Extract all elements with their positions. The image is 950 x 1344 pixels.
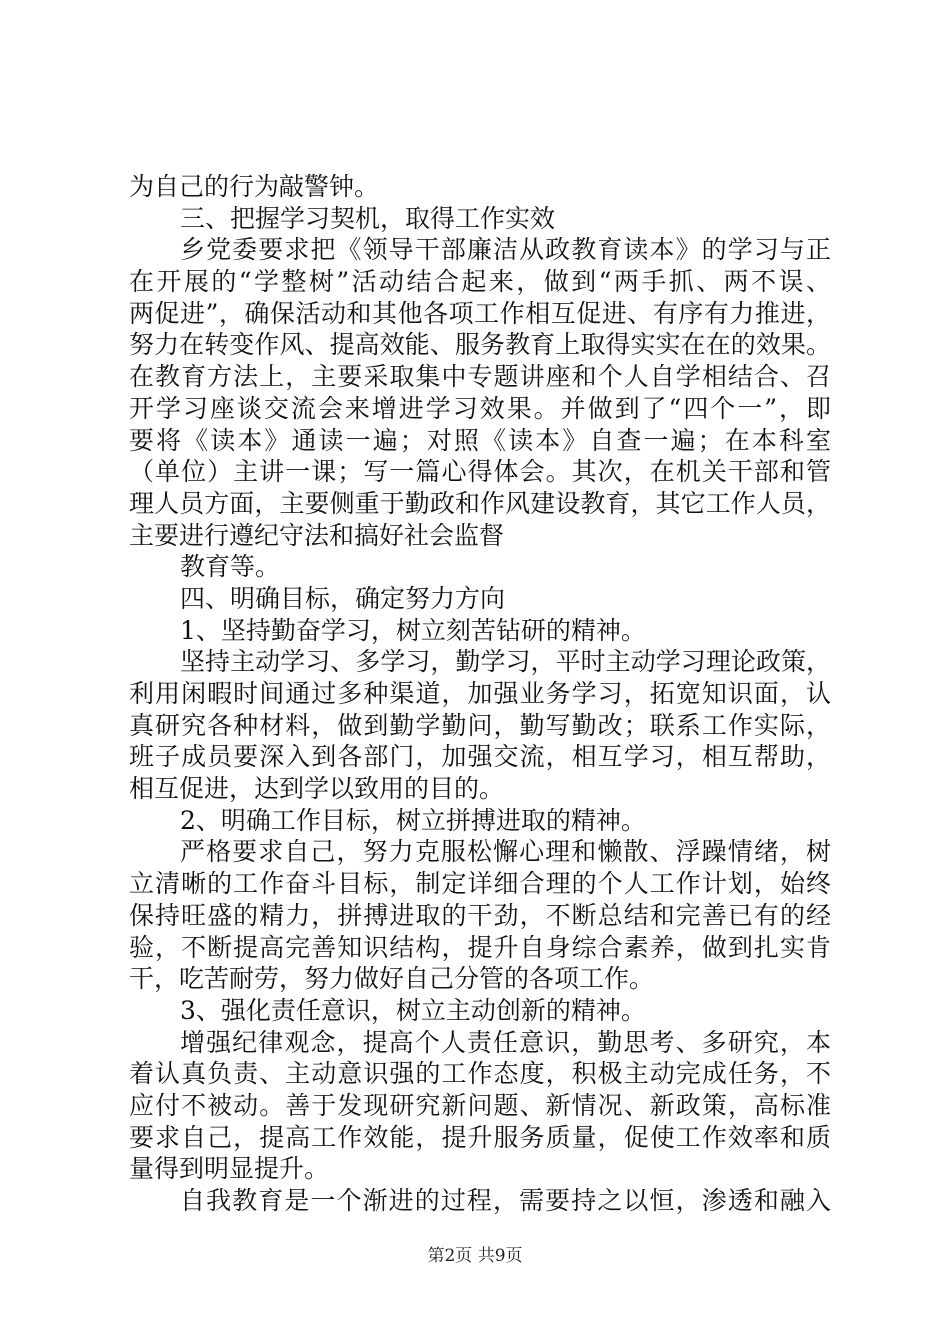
text-line: 增强纪律观念，提高个人责任意识，勤思考、多研究，本 <box>180 1027 831 1057</box>
text-line: 在教育方法上，主要采取集中专题讲座和个人自学相结合、召 <box>129 362 831 392</box>
text-line: 要将《读本》通读一遍；对照《读本》自查一遍；在本科室 <box>129 425 831 455</box>
text-line: （单位）主讲一课；写一篇心得体会。其次，在机关干部和管 <box>129 457 831 487</box>
text-line: 坚持主动学习、多学习，勤学习，平时主动学习理论政策， <box>180 647 831 677</box>
text-line: 三、把握学习契机，取得工作实效 <box>180 203 556 233</box>
text-line: 自我教育是一个渐进的过程，需要持之以恒，渗透和融入 <box>180 1186 831 1215</box>
text-line: 教育等。 <box>180 552 281 582</box>
text-line: 努力在转变作风、提高效能、服务教育上取得实实在在的效果。 <box>129 330 831 360</box>
text-line: 要求自己，提高工作效能，提升服务质量，促使工作效率和质 <box>129 1122 831 1152</box>
text-line: 理人员方面，主要侧重于勤政和作风建设教育，其它工作人员， <box>129 488 831 518</box>
text-line: 利用闲暇时间通过多种渠道，加强业务学习，拓宽知识面，认 <box>129 679 831 708</box>
text-line: 2、明确工作目标，树立拼搏进取的精神。 <box>180 805 646 835</box>
text-line: 开学习座谈交流会来增进学习效果。并做到了“四个一”，即 <box>129 393 831 423</box>
page-footer: 第2页 共9页 <box>427 1246 523 1266</box>
text-line: 3、强化责任意识，树立主动创新的精神。 <box>180 995 646 1025</box>
text-line: 1、坚持勤奋学习，树立刻苦钻研的精神。 <box>180 615 646 645</box>
text-line: 班子成员要深入到各部门，加强交流，相互学习，相互帮助， <box>129 742 831 772</box>
text-line: 乡党委要求把《领导干部廉洁从政教育读本》的学习与正 <box>180 235 831 265</box>
document-body <box>129 171 831 1217</box>
text-line: 干，吃苦耐劳，努力做好自己分管的各项工作。 <box>129 964 655 994</box>
text-line: 验，不断提高完善知识结构，提升自身综合素养，做到扎实肯 <box>129 932 831 962</box>
text-line: 两促进”，确保活动和其他各项工作相互促进、有序有力推进， <box>129 298 831 328</box>
text-line: 量得到明显提升。 <box>129 1154 330 1184</box>
text-line: 相互促进，达到学以致用的目的。 <box>129 774 505 804</box>
text-line: 保持旺盛的精力，拼搏进取的干劲，不断总结和完善已有的经 <box>129 900 831 930</box>
text-line: 着认真负责、主动意识强的工作态度，积极主动完成任务，不 <box>129 1059 831 1089</box>
text-line: 为自己的行为敲警钟。 <box>129 172 380 201</box>
text-line: 主要进行遵纪守法和搞好社会监督 <box>129 520 505 550</box>
text-line: 四、明确目标，确定努力方向 <box>180 583 506 613</box>
text-line: 应付不被动。善于发现研究新问题、新情况、新政策，高标准 <box>129 1090 831 1120</box>
text-line: 立清晰的工作奋斗目标，制定详细合理的个人工作计划，始终 <box>129 869 831 899</box>
text-line: 在开展的“学整树”活动结合起来，做到“两手抓、两不误、 <box>129 267 831 297</box>
text-line: 真研究各种材料，做到勤学勤问，勤写勤改；联系工作实际， <box>129 710 831 740</box>
text-line: 严格要求自己，努力克服松懈心理和懒散、浮躁情绪，树 <box>180 837 831 867</box>
